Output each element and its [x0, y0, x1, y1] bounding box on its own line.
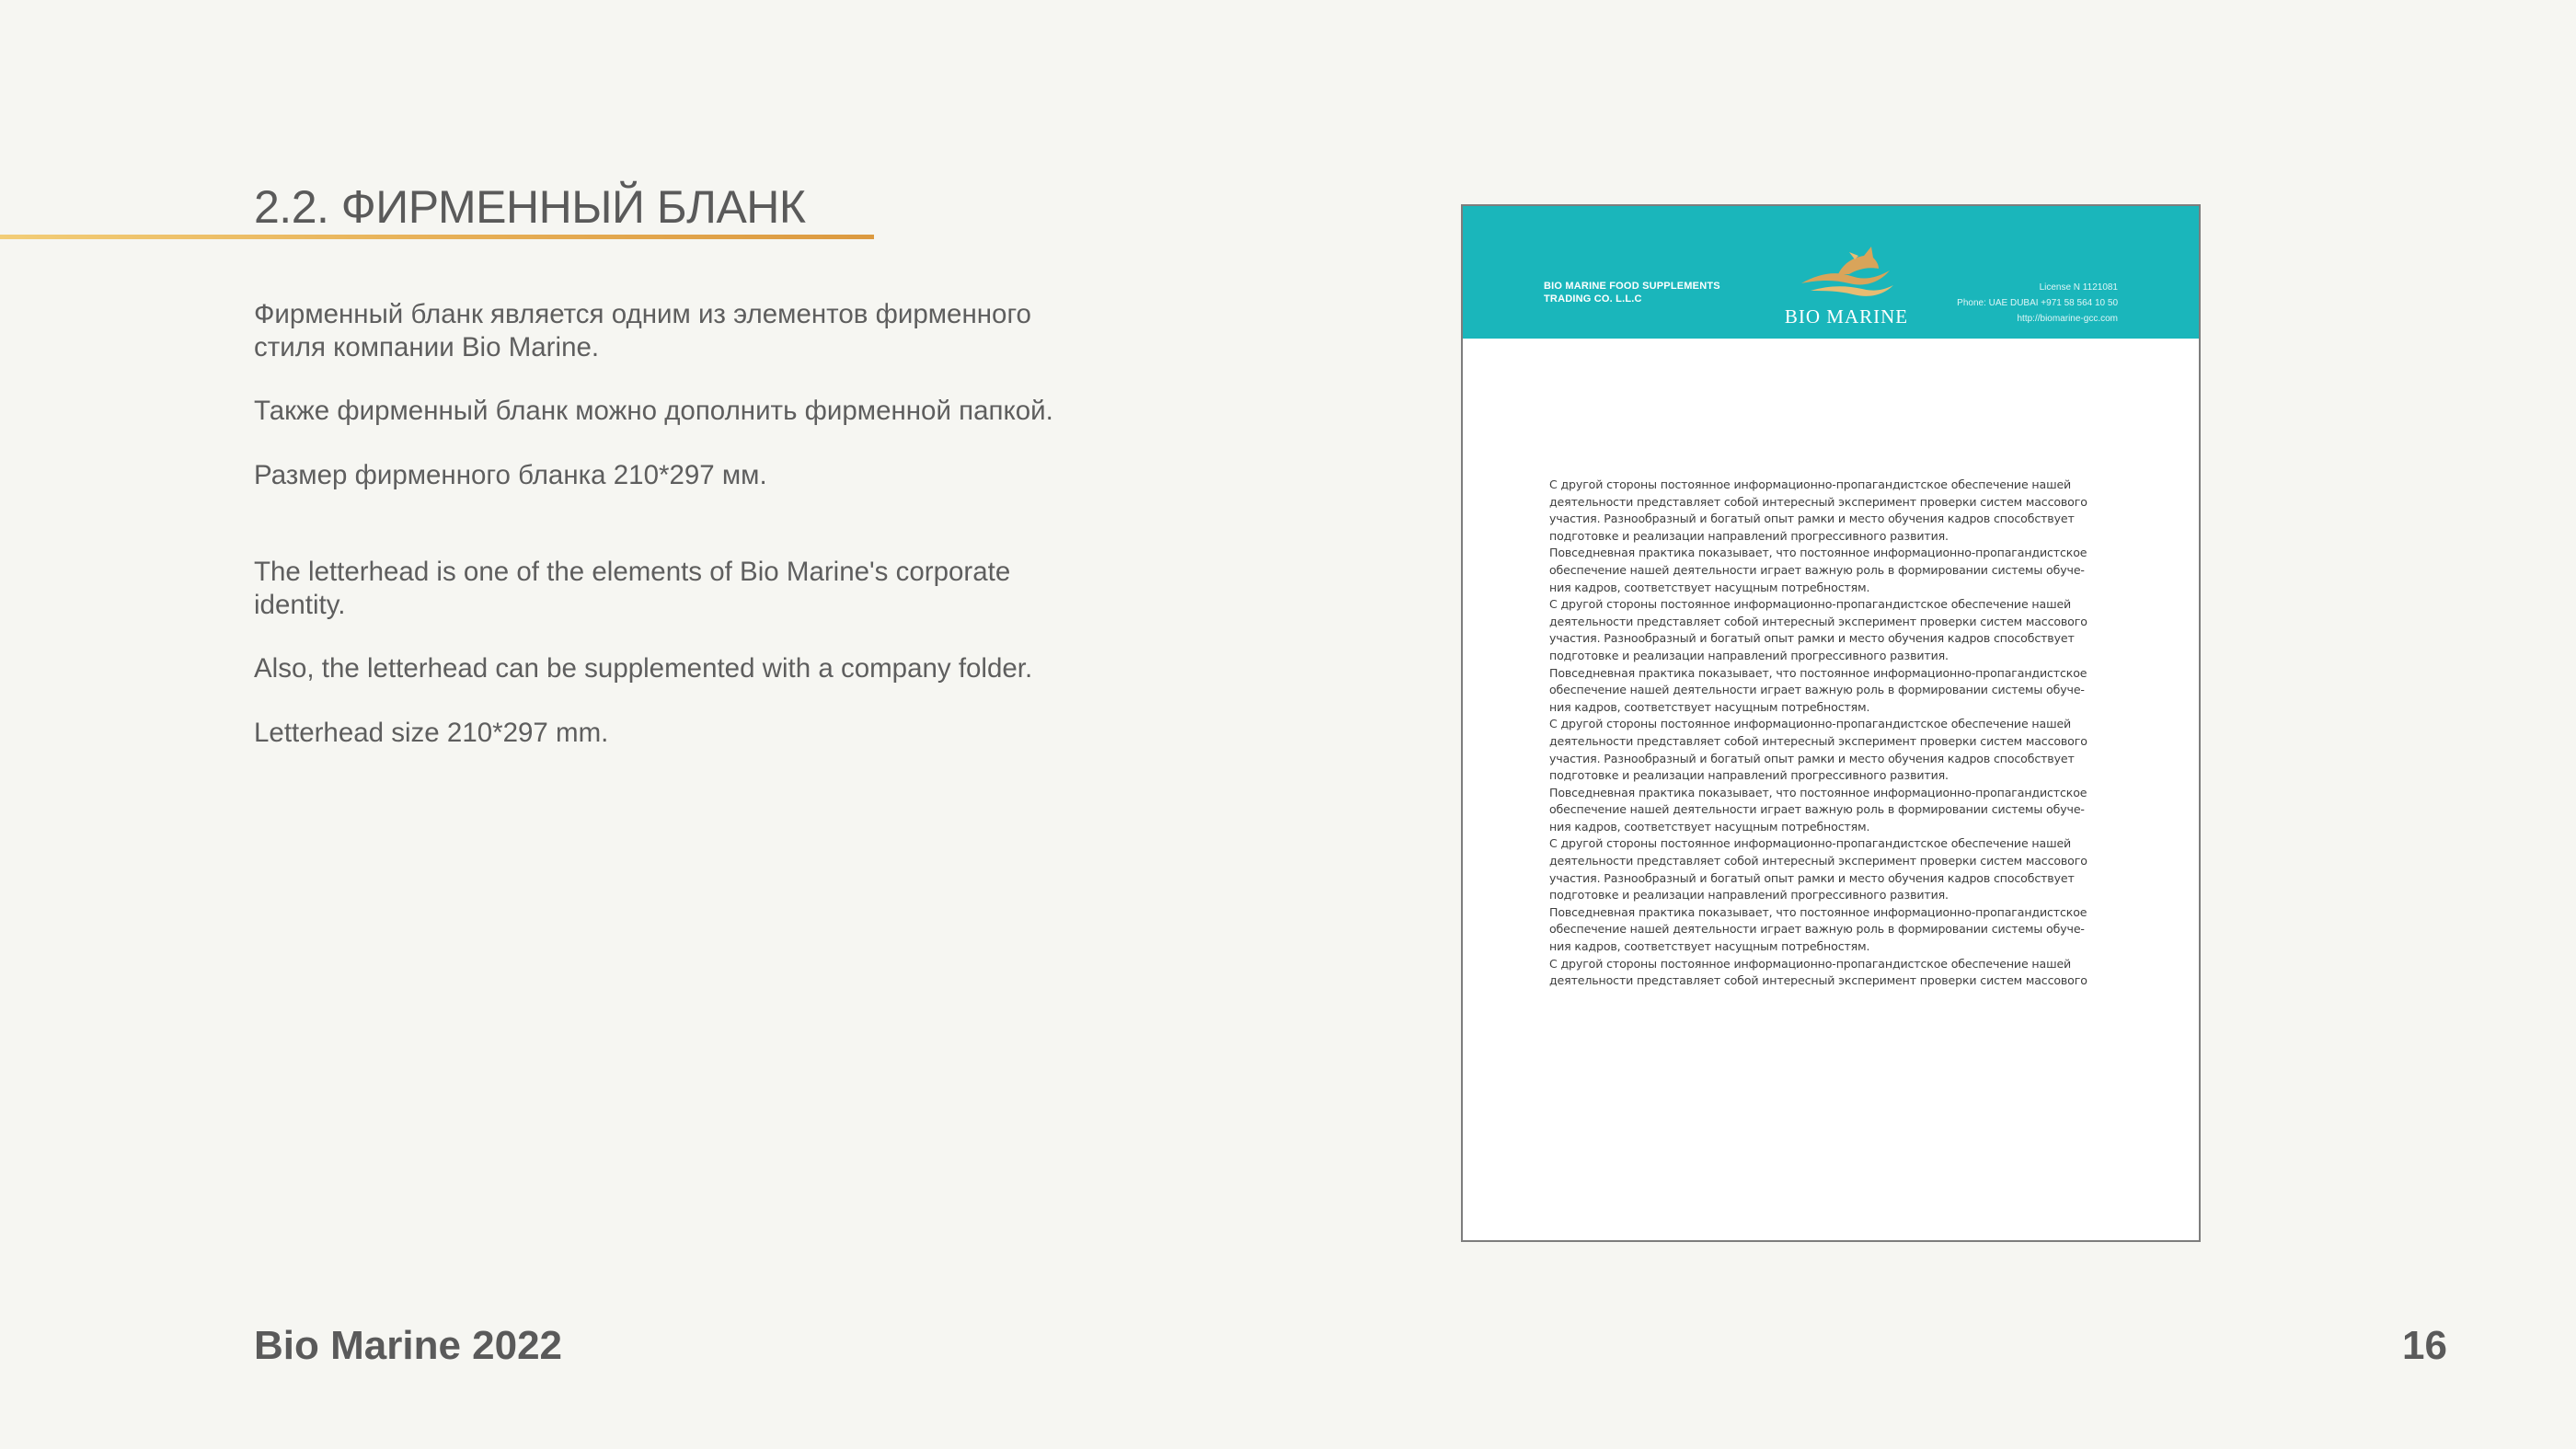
- letterhead-body-line: С другой стороны постоянное информационно-пропагандистское обеспечение нашей: [1549, 836, 2072, 851]
- letterhead-body-line: деятельности представляет собой интересный эксперимент проверки систем массового: [1549, 854, 2087, 868]
- ru-paragraph: Размер фирменного бланка 210*297 мм.: [254, 459, 767, 490]
- en-paragraph: Letterhead size 210*297 mm.: [254, 717, 609, 748]
- letterhead-body-line: С другой стороны постоянное информационно-пропагандистское обеспечение нашей: [1549, 477, 2072, 491]
- letterhead-body-line: обеспечение нашей деятельности играет важную роль в формировании системы обуче-: [1549, 683, 2085, 697]
- letterhead-body-line: С другой стороны постоянное информационно-пропагандистское обеспечение нашей: [1549, 597, 2072, 612]
- title-underline: [0, 235, 874, 239]
- letterhead-body-line: участия. Разнообразный и богатый опыт рамки и место обучения кадров способствует: [1549, 751, 2075, 765]
- letterhead-body-line: деятельности представляет собой интересный эксперимент проверки систем массового: [1549, 494, 2087, 509]
- company-name-line: BIO MARINE FOOD SUPPLEMENTS: [1544, 281, 1720, 292]
- logo-wordmark: BIO MARINE: [1784, 305, 1909, 328]
- letterhead-body-line: ния кадров, соответствует насущным потребностям.: [1549, 699, 1870, 714]
- letterhead-body-line: подготовке и реализации направлений прогрессивного развития.: [1549, 888, 1949, 903]
- letterhead-body-line: обеспечение нашей деятельности играет важную роль в формировании системы обуче-: [1549, 802, 2085, 817]
- company-name-line: TRADING CO. L.L.C: [1544, 293, 1642, 305]
- letterhead-body-line: ния кадров, соответствует насущным потребностям.: [1549, 580, 1870, 594]
- letterhead-body-line: ния кадров, соответствует насущным потребностям.: [1549, 819, 1870, 834]
- letterhead-logo: [1777, 237, 1915, 329]
- letterhead-body-line: С другой стороны постоянное информационно-пропагандистское обеспечение нашей: [1549, 717, 2072, 731]
- ru-paragraph: Фирменный бланк является одним из элементов фирменного стиля компании Bio Marine.: [254, 299, 1031, 362]
- page-number: 16: [2402, 1323, 2447, 1368]
- letterhead-body-line: подготовке и реализации направлений прогрессивного развития.: [1549, 648, 1949, 662]
- letterhead-mockup: [1461, 204, 2201, 1242]
- letterhead-contacts: [1897, 280, 2118, 327]
- license-number: License N 1121081: [2039, 282, 2118, 293]
- letterhead-body-text: [1549, 477, 2120, 990]
- letterhead-company-name: [1544, 280, 1765, 305]
- description-text: [254, 298, 1082, 749]
- letterhead-body-line: подготовке и реализации направлений прогрессивного развития.: [1549, 528, 1949, 543]
- page-title: 2.2. ФИРМЕННЫЙ БЛАНК: [254, 181, 806, 233]
- letterhead-body-line: деятельности представляет собой интересный эксперимент проверки систем массового: [1549, 733, 2087, 748]
- letterhead-body-line: С другой стороны постоянное информационно-пропагандистское обеспечение нашей: [1549, 956, 2072, 971]
- letterhead-body-line: деятельности представляет собой интересный эксперимент проверки систем массового: [1549, 973, 2087, 988]
- letterhead-body-line: участия. Разнообразный и богатый опыт рамки и место обучения кадров способствует: [1549, 512, 2075, 526]
- letterhead-body-line: Повседневная практика показывает, что постоянное информационно-пропагандистское: [1549, 785, 2087, 799]
- letterhead-body-line: деятельности представляет собой интересный эксперимент проверки систем массового: [1549, 614, 2087, 628]
- ru-paragraph: Также фирменный бланк можно дополнить фирменной папкой.: [254, 396, 1053, 426]
- letterhead-body-line: Повседневная практика показывает, что постоянное информационно-пропагандистское: [1549, 546, 2087, 560]
- website-url: http://biomarine-gcc.com: [2017, 314, 2118, 324]
- letterhead-body-line: Повседневная практика показывает, что постоянное информационно-пропагандистское: [1549, 904, 2087, 919]
- phone-number: Phone: UAE DUBAI +971 58 564 10 50: [1957, 298, 2118, 308]
- letterhead-body-line: Повседневная практика показывает, что постоянное информационно-пропагандистское: [1549, 665, 2087, 680]
- letterhead-body-line: подготовке и реализации направлений прогрессивного развития.: [1549, 768, 1949, 783]
- footer-brand: Bio Marine 2022: [254, 1323, 563, 1368]
- en-paragraph: Also, the letterhead can be supplemented with a company folder.: [254, 653, 1033, 684]
- letterhead-body-line: ния кадров, соответствует насущным потребностям.: [1549, 939, 1870, 954]
- fish-wave-logo-icon: [1798, 243, 1897, 300]
- letterhead-body-line: обеспечение нашей деятельности играет важную роль в формировании системы обуче-: [1549, 922, 2085, 937]
- letterhead-body-line: участия. Разнообразный и богатый опыт рамки и место обучения кадров способствует: [1549, 631, 2075, 646]
- letterhead-body-line: обеспечение нашей деятельности играет важную роль в формировании системы обуче-: [1549, 562, 2085, 577]
- letterhead-body-line: участия. Разнообразный и богатый опыт рамки и место обучения кадров способствует: [1549, 870, 2075, 885]
- en-paragraph: The letterhead is one of the elements of Bio Marine's corporate identity.: [254, 557, 1011, 620]
- letterhead-header: [1463, 206, 2199, 339]
